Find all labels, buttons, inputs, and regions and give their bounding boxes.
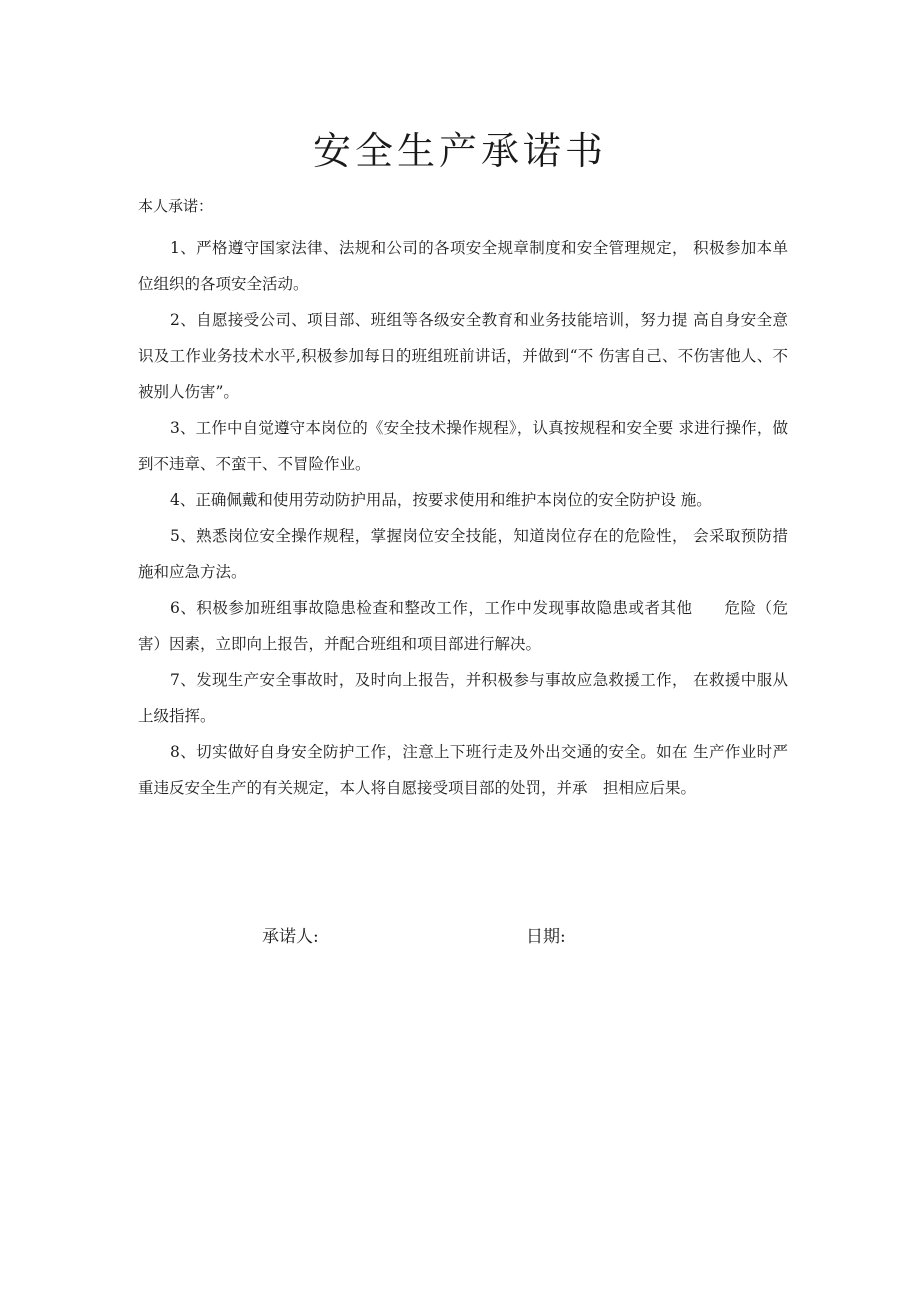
clause-6: 6、积极参加班组事故隐患检查和整改工作，工作中发现事故隐患或者其他 危险（危害）因素，立即向上报告，并配合班组和项目部进行解决。 [138, 599, 788, 653]
date-label: 日期: [526, 927, 566, 947]
intro-text: 本人承诺： [138, 197, 214, 215]
clause-3: 3、工作中自觉遵守本岗位的《安全技术操作规程》，认真按规程和安全要 求进行操作，做到不违章、不蛮干、不冒险作业。 [138, 419, 788, 473]
clause-4: 4、正确佩戴和使用劳动防护用品，按要求使用和维护本岗位的安全防护设 施。 [170, 491, 712, 509]
clause-1: 1、严格遵守国家法律、法规和公司的各项安全规章制度和安全管理规定， 积极参加本单位组织的各项安全活动。 [138, 239, 788, 293]
clause-list [138, 230, 788, 806]
clause-5: 5、熟悉岗位安全操作规程，掌握岗位安全技能，知道岗位存在的危险性， 会采取预防措施和应急方法。 [138, 527, 788, 581]
document-title: 安全生产承诺书 [312, 129, 607, 173]
clause-8: 8、切实做好自身安全防护工作，注意上下班行走及外出交通的安全。如在 生产作业时严重违反安全生产的有关规定，本人将自愿接受项目部的处罚，并承 担相应后果。 [138, 743, 788, 797]
clause-7: 7、发现生产安全事故时，及时向上报告，并积极参与事故应急救援工作， 在救援中服从上级指挥。 [138, 671, 788, 725]
clause-2: 2、自愿接受公司、项目部、班组等各级安全教育和业务技能培训，努力提 高自身安全意识及工作业务技术水平,积极参加每日的班组班前讲话，并做到“不 伤害自己、不伤害他人、不被别人伤害”。 [138, 311, 788, 401]
signature-label: 承诺人: [262, 927, 319, 947]
signature-row [0, 922, 920, 948]
